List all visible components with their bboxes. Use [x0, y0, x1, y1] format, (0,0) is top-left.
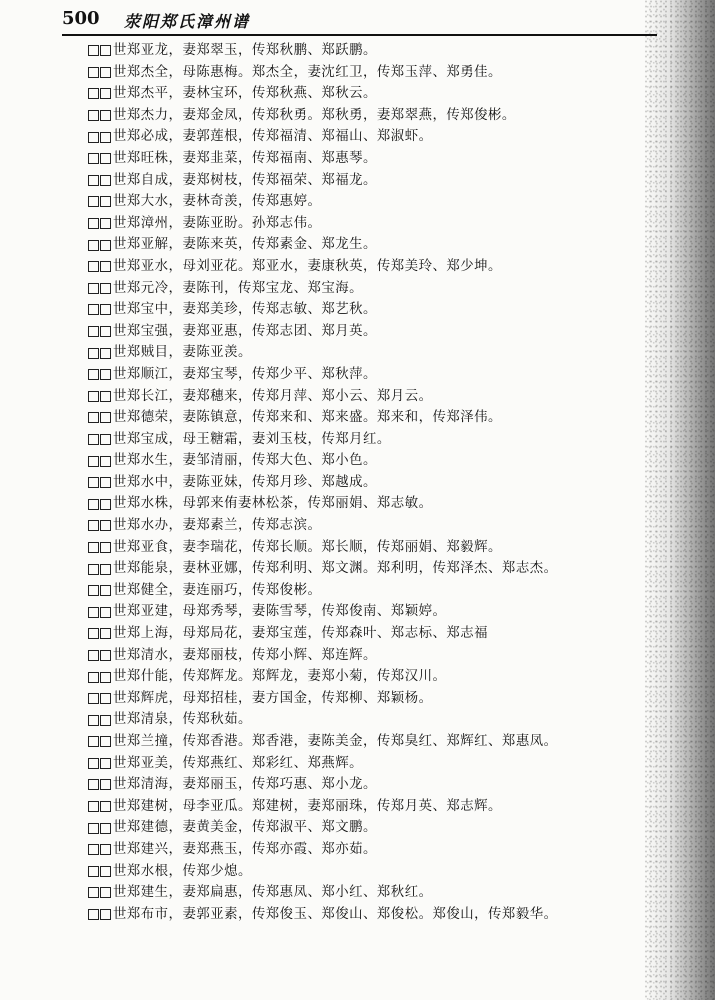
genealogy-entry [88, 213, 648, 235]
genealogy-entry [88, 126, 648, 148]
generation-marker: 世 [113, 258, 127, 274]
missing-generation-number [88, 88, 112, 99]
genealogy-entry-list [88, 40, 648, 925]
generation-marker: 世 [113, 366, 127, 382]
genealogy-entry [88, 148, 648, 170]
placeholder-box [100, 844, 111, 855]
page-header [62, 4, 652, 34]
placeholder-box [100, 369, 111, 380]
generation-marker: 世 [113, 431, 127, 447]
placeholder-box [88, 672, 99, 683]
placeholder-box [100, 412, 111, 423]
placeholder-box [100, 672, 111, 683]
placeholder-box [100, 715, 111, 726]
placeholder-box [88, 283, 99, 294]
genealogy-entry [88, 40, 648, 62]
placeholder-box [88, 564, 99, 575]
placeholder-box [88, 110, 99, 121]
placeholder-box [88, 456, 99, 467]
missing-generation-number [88, 456, 112, 467]
entry-text: 郑必成，妻郭莲根，传郑福清、郑福山、郑淑虾。 [126, 129, 433, 145]
genealogy-entry [88, 537, 648, 559]
missing-generation-number [88, 348, 112, 359]
generation-marker: 世 [113, 647, 127, 663]
placeholder-box [100, 909, 111, 920]
placeholder-box [88, 434, 99, 445]
generation-marker: 世 [113, 280, 127, 296]
entry-text: 郑宝中，妻郑美珍，传郑志敏、郑艺秋。 [126, 302, 377, 318]
genealogy-entry [88, 342, 648, 364]
genealogy-entry [88, 558, 648, 580]
entry-text: 郑什能，传郑辉龙。郑辉龙，妻郑小菊，传郑汉川。 [126, 669, 447, 685]
entry-text: 郑大水，妻林奇羡，传郑惠婷。 [126, 194, 322, 210]
placeholder-box [100, 499, 111, 510]
placeholder-box [88, 304, 99, 315]
placeholder-box [88, 823, 99, 834]
placeholder-box [100, 607, 111, 618]
entry-text: 郑水中，妻陈亚妹，传郑月珍、郑越成。 [126, 474, 377, 490]
placeholder-box [88, 477, 99, 488]
placeholder-box [100, 240, 111, 251]
generation-marker: 世 [113, 712, 127, 728]
entry-text: 郑能泉，妻林亚娜，传郑利明、郑文渊。郑利明，传郑泽杰、郑志杰。 [126, 561, 558, 577]
generation-marker: 世 [113, 906, 127, 922]
generation-marker: 世 [113, 86, 127, 102]
entry-text: 郑杰平，妻林宝环，传郑秋燕、郑秋云。 [126, 86, 377, 102]
generation-marker: 世 [113, 690, 127, 706]
placeholder-box [100, 88, 111, 99]
placeholder-box [100, 758, 111, 769]
entry-text: 郑建兴，妻郑燕玉，传郑亦霞、郑亦茹。 [126, 841, 377, 857]
entry-text: 郑德荣，妻陈镇意，传郑来和、郑来盛。郑来和，传郑泽伟。 [126, 410, 502, 426]
genealogy-entry [88, 709, 648, 731]
placeholder-box [100, 542, 111, 553]
generation-marker: 世 [113, 582, 127, 598]
missing-generation-number [88, 758, 112, 769]
missing-generation-number [88, 218, 112, 229]
generation-marker: 世 [113, 734, 127, 749]
missing-generation-number [88, 110, 112, 121]
entry-text: 郑上海，母郑局花，妻郑宝莲，传郑森叶、郑志标、郑志福 [126, 626, 489, 642]
placeholder-box [88, 887, 99, 898]
placeholder-box [100, 736, 111, 747]
missing-generation-number [88, 283, 112, 294]
genealogy-entry [88, 234, 648, 256]
placeholder-box [88, 218, 99, 229]
missing-generation-number [88, 477, 112, 488]
generation-marker: 世 [113, 302, 127, 318]
entry-text: 郑亚食，妻李瑞花，传郑长顺。郑长顺，传郑丽娟、郑毅辉。 [126, 539, 502, 555]
generation-marker: 世 [113, 215, 127, 231]
genealogy-entry [88, 817, 648, 839]
placeholder-box [88, 499, 99, 510]
missing-generation-number [88, 909, 112, 920]
placeholder-box [88, 196, 99, 207]
entry-text: 郑建德，妻黄美金，传郑淑平、郑文鹏。 [126, 820, 377, 836]
missing-generation-number [88, 715, 112, 726]
placeholder-box [88, 391, 99, 402]
missing-generation-number [88, 779, 112, 790]
placeholder-box [100, 585, 111, 596]
genealogy-entry [88, 256, 648, 278]
missing-generation-number [88, 628, 112, 639]
genealogy-entry [88, 753, 648, 775]
generation-marker: 世 [113, 129, 127, 145]
generation-marker: 世 [113, 561, 127, 577]
entry-text: 郑水生，妻邹清丽，传郑大色、郑小色。 [126, 453, 377, 469]
generation-marker: 世 [113, 150, 127, 166]
entry-text: 郑亚建，母郑秀琴，妻陈雪琴，传郑俊南、郑颖婷。 [126, 604, 447, 620]
placeholder-box [88, 650, 99, 661]
entry-text: 郑健全，妻连丽巧，传郑俊彬。 [126, 582, 322, 598]
placeholder-box [100, 477, 111, 488]
missing-generation-number [88, 585, 112, 596]
entry-text: 郑亚龙，妻郑翠玉，传郑秋鹏、郑跃鹏。 [126, 43, 377, 58]
missing-generation-number [88, 240, 112, 251]
entry-text: 郑元冷，妻陈刊，传郑宝龙、郑宝海。 [126, 280, 364, 296]
genealogy-entry [88, 386, 648, 408]
generation-marker: 世 [113, 43, 127, 58]
running-title: 荥阳郑氏漳州谱 [124, 12, 251, 31]
generation-marker: 世 [113, 755, 127, 771]
genealogy-entry [88, 407, 648, 429]
placeholder-box [100, 132, 111, 143]
generation-marker: 世 [113, 604, 127, 620]
generation-marker: 世 [113, 885, 127, 901]
placeholder-box [100, 67, 111, 78]
placeholder-box [88, 240, 99, 251]
placeholder-box [100, 283, 111, 294]
placeholder-box [88, 542, 99, 553]
placeholder-box [88, 866, 99, 877]
placeholder-box [100, 304, 111, 315]
missing-generation-number [88, 801, 112, 812]
generation-marker: 世 [113, 237, 127, 253]
placeholder-box [100, 887, 111, 898]
placeholder-box [100, 650, 111, 661]
missing-generation-number [88, 67, 112, 78]
entry-text: 郑清泉，传郑秋茹。 [126, 712, 252, 728]
entry-text: 郑杰力，妻郑金凤，传郑秋勇。郑秋勇，妻郑翠燕，传郑俊彬。 [126, 107, 516, 123]
generation-marker: 世 [113, 863, 127, 879]
placeholder-box [88, 779, 99, 790]
genealogy-entry [88, 515, 648, 537]
genealogy-entry [88, 321, 648, 343]
generation-marker: 世 [113, 388, 127, 404]
genealogy-entry [88, 666, 648, 688]
genealogy-entry [88, 450, 648, 472]
missing-generation-number [88, 499, 112, 510]
placeholder-box [100, 218, 111, 229]
placeholder-box [100, 153, 111, 164]
placeholder-box [88, 326, 99, 337]
missing-generation-number [88, 45, 112, 56]
entry-text: 郑漳州，妻陈亚盼。孙郑志伟。 [126, 215, 322, 231]
missing-generation-number [88, 261, 112, 272]
genealogy-entry [88, 839, 648, 861]
placeholder-box [88, 67, 99, 78]
missing-generation-number [88, 153, 112, 164]
entry-text: 郑宝成，母王糖霜，妻刘玉枝，传郑月红。 [126, 431, 391, 447]
entry-text: 郑顺江，妻郑宝琴，传郑少平、郑秋萍。 [126, 366, 377, 382]
entry-text: 郑亚解，妻陈来英，传郑素金、郑龙生。 [126, 237, 377, 253]
entry-text: 郑布市，妻郭亚素，传郑俊玉、郑俊山、郑俊松。郑俊山，传郑毅华。 [126, 906, 558, 922]
placeholder-box [88, 736, 99, 747]
placeholder-box [88, 412, 99, 423]
entry-text: 郑兰撞，传郑香港。郑香港，妻陈美金，传郑臭红、郑辉红、郑惠凤。 [126, 734, 558, 749]
genealogy-entry [88, 278, 648, 300]
entry-text: 郑亚水，母刘亚花。郑亚水，妻康秋英，传郑美玲、郑少坤。 [126, 258, 502, 274]
entry-text: 郑自成，妻郑树枝，传郑福荣、郑福龙。 [126, 172, 377, 188]
entry-text: 郑水根，传郑少熄。 [126, 863, 252, 879]
placeholder-box [100, 326, 111, 337]
generation-marker: 世 [113, 496, 127, 512]
placeholder-box [100, 564, 111, 575]
placeholder-box [88, 132, 99, 143]
generation-marker: 世 [113, 345, 127, 361]
missing-generation-number [88, 823, 112, 834]
missing-generation-number [88, 607, 112, 618]
genealogy-entry [88, 62, 648, 84]
genealogy-entry [88, 774, 648, 796]
genealogy-entry [88, 105, 648, 127]
missing-generation-number [88, 887, 112, 898]
placeholder-box [100, 175, 111, 186]
generation-marker: 世 [113, 107, 127, 123]
placeholder-box [100, 391, 111, 402]
placeholder-box [88, 844, 99, 855]
placeholder-box [88, 88, 99, 99]
missing-generation-number [88, 369, 112, 380]
placeholder-box [88, 45, 99, 56]
entry-text: 郑亚美，传郑燕红、郑彩红、郑燕辉。 [126, 755, 364, 771]
generation-marker: 世 [113, 64, 127, 80]
generation-marker: 世 [113, 172, 127, 188]
generation-marker: 世 [113, 841, 127, 857]
placeholder-box [88, 520, 99, 531]
genealogy-entry [88, 429, 648, 451]
placeholder-box [88, 153, 99, 164]
genealogy-entry [88, 191, 648, 213]
generation-marker: 世 [113, 777, 127, 793]
missing-generation-number [88, 866, 112, 877]
entry-text: 郑辉虎，母郑招桂，妻方国金，传郑柳、郑颖杨。 [126, 690, 433, 706]
placeholder-box [100, 693, 111, 704]
entry-text: 郑建生，妻郑扁惠，传郑惠凤、郑小红、郑秋红。 [126, 885, 433, 901]
placeholder-box [100, 866, 111, 877]
missing-generation-number [88, 196, 112, 207]
placeholder-box [100, 348, 111, 359]
placeholder-box [100, 801, 111, 812]
entry-text: 郑贼目，妻陈亚羡。 [126, 345, 252, 361]
genealogy-entry [88, 688, 648, 710]
genealogy-entry [88, 299, 648, 321]
genealogy-entry [88, 645, 648, 667]
genealogy-entry [88, 170, 648, 192]
missing-generation-number [88, 693, 112, 704]
placeholder-box [100, 779, 111, 790]
entry-text: 郑旺株，妻郑韭菜，传郑福南、郑惠琴。 [126, 150, 377, 166]
placeholder-box [88, 175, 99, 186]
generation-marker: 世 [113, 323, 127, 339]
placeholder-box [100, 261, 111, 272]
genealogy-entry [88, 580, 648, 602]
missing-generation-number [88, 132, 112, 143]
missing-generation-number [88, 650, 112, 661]
missing-generation-number [88, 542, 112, 553]
entry-text: 郑建树，母李亚瓜。郑建树，妻郑丽珠，传郑月英、郑志辉。 [126, 798, 502, 814]
genealogy-entry [88, 882, 648, 904]
generation-marker: 世 [113, 626, 127, 642]
entry-text: 郑清水，妻郑丽枝，传郑小辉、郑连辉。 [126, 647, 377, 663]
missing-generation-number [88, 412, 112, 423]
generation-marker: 世 [113, 669, 127, 685]
missing-generation-number [88, 844, 112, 855]
placeholder-box [88, 909, 99, 920]
placeholder-box [100, 434, 111, 445]
generation-marker: 世 [113, 410, 127, 426]
genealogy-entry [88, 623, 648, 645]
genealogy-entry [88, 601, 648, 623]
genealogy-entry [88, 731, 648, 753]
genealogy-entry [88, 493, 648, 515]
generation-marker: 世 [113, 820, 127, 836]
placeholder-box [88, 801, 99, 812]
genealogy-entry [88, 861, 648, 883]
missing-generation-number [88, 304, 112, 315]
genealogy-entry [88, 796, 648, 818]
scan-noise [645, 0, 715, 1000]
genealogy-entry [88, 472, 648, 494]
placeholder-box [88, 369, 99, 380]
generation-marker: 世 [113, 474, 127, 490]
placeholder-box [88, 758, 99, 769]
missing-generation-number [88, 326, 112, 337]
placeholder-box [88, 628, 99, 639]
page-number: 500 [62, 8, 100, 29]
placeholder-box [88, 715, 99, 726]
missing-generation-number [88, 736, 112, 747]
missing-generation-number [88, 564, 112, 575]
placeholder-box [100, 520, 111, 531]
generation-marker: 世 [113, 798, 127, 814]
generation-marker: 世 [113, 453, 127, 469]
placeholder-box [88, 693, 99, 704]
entry-text: 郑水办，妻郑素兰，传郑志滨。 [126, 518, 322, 534]
generation-marker: 世 [113, 194, 127, 210]
missing-generation-number [88, 175, 112, 186]
placeholder-box [100, 628, 111, 639]
header-rule [62, 34, 657, 36]
entry-text: 郑清海，妻郑丽玉，传郑巧惠、郑小龙。 [126, 777, 377, 793]
placeholder-box [100, 45, 111, 56]
missing-generation-number [88, 434, 112, 445]
placeholder-box [88, 348, 99, 359]
missing-generation-number [88, 520, 112, 531]
placeholder-box [100, 110, 111, 121]
placeholder-box [100, 823, 111, 834]
genealogy-entry [88, 364, 648, 386]
entry-text: 郑宝强，妻郑亚惠，传郑志团、郑月英。 [126, 323, 377, 339]
genealogy-entry [88, 83, 648, 105]
entry-text: 郑长江，妻郑穗来，传郑月萍、郑小云、郑月云。 [126, 388, 433, 404]
missing-generation-number [88, 391, 112, 402]
generation-marker: 世 [113, 539, 127, 555]
missing-generation-number [88, 672, 112, 683]
placeholder-box [100, 456, 111, 467]
entry-text: 郑杰全，母陈惠梅。郑杰全，妻沈红卫，传郑玉萍、郑勇佳。 [126, 64, 502, 80]
entry-text: 郑水株，母郭来侑妻林松茶，传郑丽娟、郑志敏。 [126, 496, 433, 512]
genealogy-entry [88, 904, 648, 926]
placeholder-box [100, 196, 111, 207]
placeholder-box [88, 607, 99, 618]
placeholder-box [88, 585, 99, 596]
placeholder-box [88, 261, 99, 272]
generation-marker: 世 [113, 518, 127, 534]
